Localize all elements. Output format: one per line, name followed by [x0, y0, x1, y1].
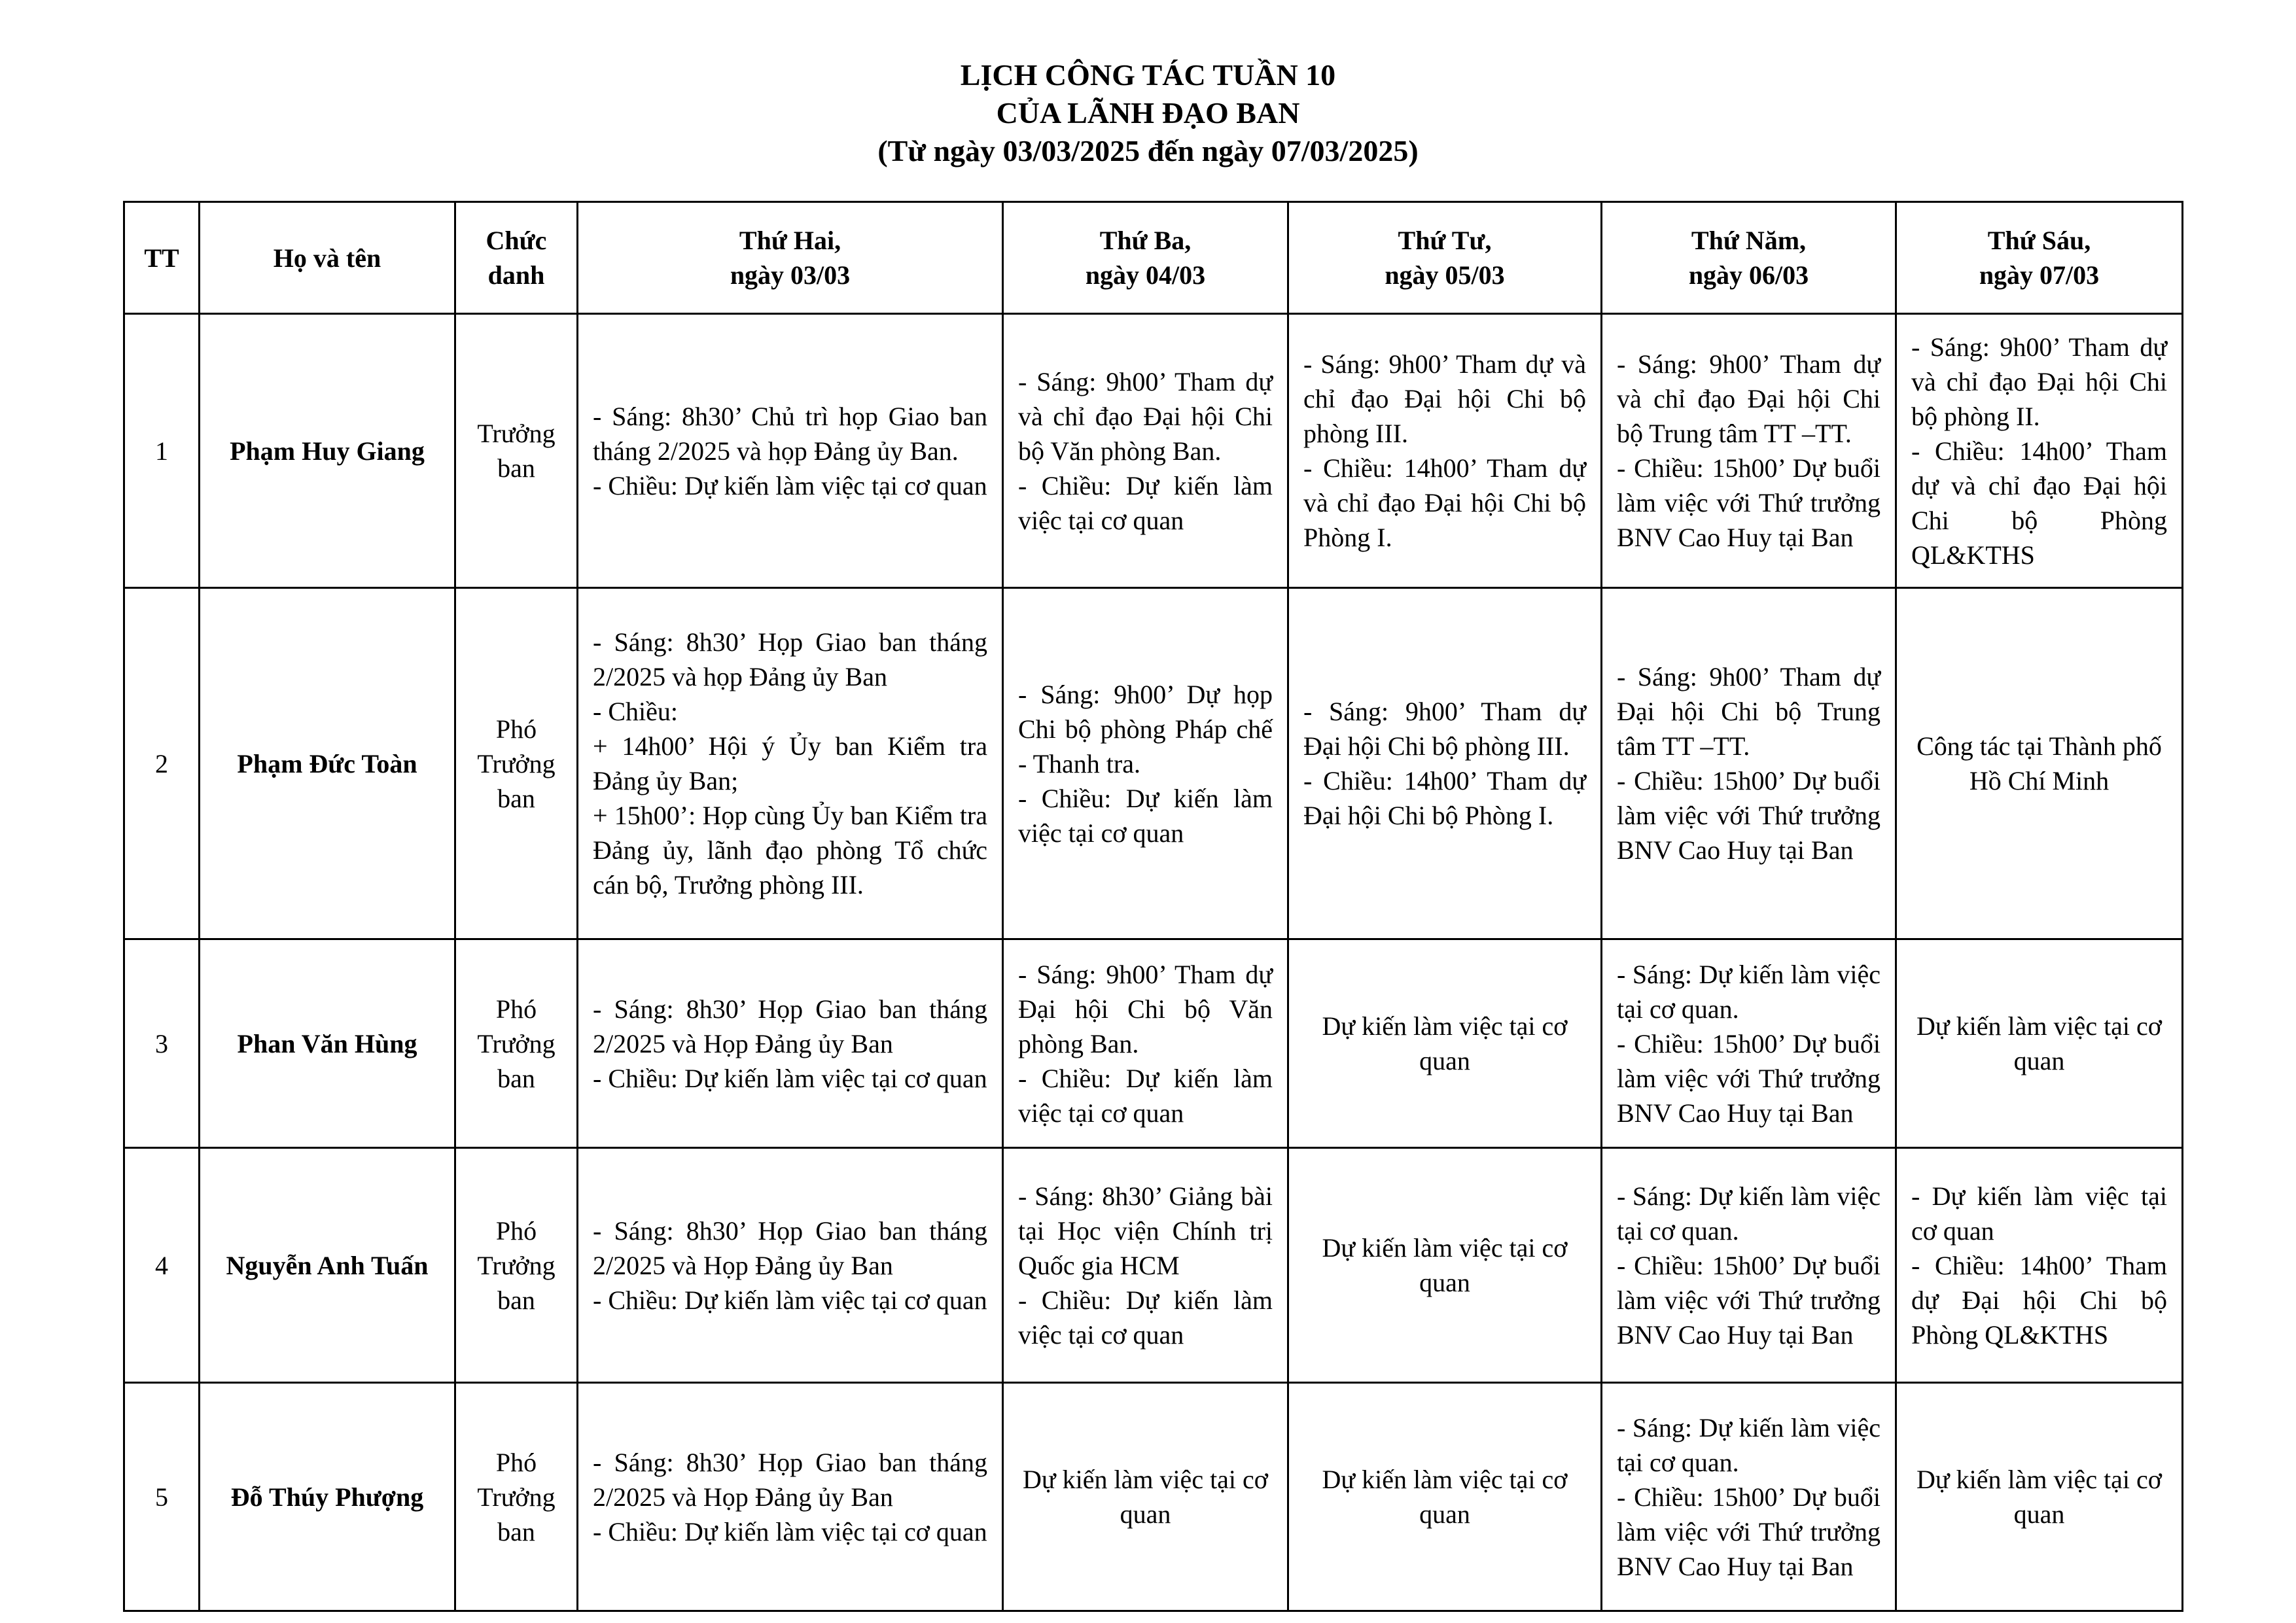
person-name: Đỗ Thúy Phượng	[200, 1383, 455, 1611]
person-role: Phó Trưởng ban	[455, 939, 578, 1148]
schedule-line: - Sáng: 9h00’ Tham dự Đại hội Chi bộ Trung tâm TT –TT.	[1617, 662, 1881, 761]
row-number: 2	[124, 588, 200, 939]
schedule-cell-friday	[1896, 939, 2183, 1148]
row-number: 3	[124, 939, 200, 1148]
schedule-line: - Chiều: 14h00’ Tham dự và chỉ đạo Đại hội Chi bộ Phòng QL&KTHS	[1911, 436, 2167, 570]
schedule-cell-monday	[578, 314, 1003, 588]
col-header-monday	[578, 202, 1003, 314]
schedule-line: Dự kiến làm việc tại cơ quan	[1322, 1011, 1568, 1075]
schedule-cell-thursday	[1602, 939, 1896, 1148]
schedule-table	[123, 201, 2183, 1612]
col-header-role-line1: Chức	[486, 226, 547, 255]
table-row	[124, 1383, 2183, 1611]
schedule-cell-thursday	[1602, 314, 1896, 588]
schedule-line: - Sáng: 8h30’ Họp Giao ban tháng 2/2025 và họp Đảng ủy Ban	[593, 627, 987, 691]
col-header-name: Họ và tên	[200, 202, 455, 314]
schedule-line: - Sáng: Dự kiến làm việc tại cơ quan.	[1617, 1181, 1881, 1246]
schedule-line: - Sáng: 8h30’ Họp Giao ban tháng 2/2025 và Họp Đảng ủy Ban	[593, 994, 987, 1058]
row-number: 1	[124, 314, 200, 588]
schedule-cell-wednesday	[1288, 939, 1602, 1148]
person-role: Phó Trưởng ban	[455, 1383, 578, 1611]
schedule-cell-wednesday	[1288, 588, 1602, 939]
schedule-line: - Chiều: Dự kiến làm việc tại cơ quan	[1018, 1063, 1273, 1128]
person-name: Nguyễn Anh Tuấn	[200, 1148, 455, 1383]
schedule-line: Dự kiến làm việc tại cơ quan	[1322, 1465, 1568, 1529]
schedule-cell-friday	[1896, 1148, 2183, 1383]
schedule-line: - Sáng: 9h00’ Tham dự Đại hội Chi bộ phòng III.	[1303, 697, 1586, 761]
table-row	[124, 314, 2183, 588]
schedule-line: - Chiều: Dự kiến làm việc tại cơ quan	[593, 1516, 987, 1546]
col-header-wednesday	[1288, 202, 1602, 314]
day-date: ngày 06/03	[1688, 260, 1809, 290]
day-name: Thứ Tư,	[1398, 226, 1492, 255]
col-header-role-line2: danh	[487, 260, 545, 290]
schedule-line: - Chiều: Dự kiến làm việc tại cơ quan	[1018, 1285, 1273, 1350]
day-date: ngày 04/03	[1085, 260, 1206, 290]
person-name: Phạm Đức Toàn	[200, 588, 455, 939]
schedule-line: - Sáng: 8h30’ Họp Giao ban tháng 2/2025 và Họp Đảng ủy Ban	[593, 1215, 987, 1280]
schedule-line: - Chiều: 14h00’ Tham dự Đại hội Chi bộ Phòng QL&KTHS	[1911, 1250, 2167, 1350]
document-title	[0, 56, 2296, 170]
schedule-line: - Sáng: 9h00’ Tham dự Đại hội Chi bộ Văn phòng Ban.	[1018, 959, 1273, 1058]
schedule-line: + 15h00’: Họp cùng Ủy ban Kiểm tra Đảng ủy, lãnh đạo phòng Tổ chức cán bộ, Trưởng phòng III.	[593, 801, 987, 899]
schedule-line: - Chiều: Dự kiến làm việc tại cơ quan	[1018, 783, 1273, 848]
schedule-cell-friday	[1896, 1383, 2183, 1611]
schedule-line: - Sáng: Dự kiến làm việc tại cơ quan.	[1617, 959, 1881, 1024]
schedule-line: - Chiều: 15h00’ Dự buổi làm việc với Thứ trưởng BNV Cao Huy tại Ban	[1617, 766, 1881, 865]
header-row	[124, 202, 2183, 314]
schedule-line: - Sáng: 9h00’ Tham dự và chỉ đạo Đại hội Chi bộ phòng III.	[1303, 349, 1586, 448]
table-row	[124, 939, 2183, 1148]
date-range: (Từ ngày 03/03/2025 đến ngày 07/03/2025)	[877, 134, 1419, 167]
row-number: 4	[124, 1148, 200, 1383]
schedule-line: - Chiều: 15h00’ Dự buổi làm việc với Thứ trưởng BNV Cao Huy tại Ban	[1617, 1482, 1881, 1581]
schedule-line: - Sáng: 9h00’ Dự họp Chi bộ phòng Pháp chế - Thanh tra.	[1018, 679, 1273, 778]
col-header-friday	[1896, 202, 2183, 314]
schedule-cell-monday	[578, 1148, 1003, 1383]
person-name: Phan Văn Hùng	[200, 939, 455, 1148]
person-role: Trưởng ban	[455, 314, 578, 588]
schedule-cell-monday	[578, 588, 1003, 939]
day-date: ngày 05/03	[1385, 260, 1505, 290]
person-name: Phạm Huy Giang	[200, 314, 455, 588]
person-role: Phó Trưởng ban	[455, 588, 578, 939]
schedule-line: - Sáng: 8h30’ Giảng bài tại Học viện Chính trị Quốc gia HCM	[1018, 1181, 1273, 1280]
schedule-line: Dự kiến làm việc tại cơ quan	[1916, 1011, 2162, 1075]
schedule-cell-wednesday	[1288, 1383, 1602, 1611]
day-name: Thứ Hai,	[739, 226, 841, 255]
col-header-tuesday	[1003, 202, 1288, 314]
schedule-line: - Chiều:	[593, 697, 678, 726]
schedule-line: - Sáng: 8h30’ Chủ trì họp Giao ban tháng 2/2025 và họp Đảng ủy Ban.	[593, 401, 987, 466]
schedule-cell-tuesday	[1003, 1383, 1288, 1611]
schedule-line: - Chiều: Dự kiến làm việc tại cơ quan	[593, 470, 987, 500]
person-role: Phó Trưởng ban	[455, 1148, 578, 1383]
row-number: 5	[124, 1383, 200, 1611]
day-name: Thứ Ba,	[1099, 226, 1192, 255]
schedule-line: - Chiều: 15h00’ Dự buổi làm việc với Thứ trưởng BNV Cao Huy tại Ban	[1617, 453, 1881, 552]
schedule-line: - Sáng: 9h00’ Tham dự và chỉ đạo Đại hội Chi bộ Văn phòng Ban.	[1018, 366, 1273, 466]
schedule-cell-tuesday	[1003, 588, 1288, 939]
schedule-line: Dự kiến làm việc tại cơ quan	[1023, 1465, 1268, 1529]
schedule-line: - Sáng: 9h00’ Tham dự và chỉ đạo Đại hội Chi bộ phòng II.	[1911, 332, 2167, 431]
title-line-2: CỦA LÃNH ĐẠO BAN	[996, 96, 1300, 130]
schedule-cell-thursday	[1602, 1383, 1896, 1611]
schedule-line: - Dự kiến làm việc tại cơ quan	[1911, 1181, 2167, 1246]
day-name: Thứ Sáu,	[1987, 226, 2091, 255]
schedule-line: - Chiều: 14h00’ Tham dự Đại hội Chi bộ Phòng I.	[1303, 766, 1586, 830]
schedule-cell-thursday	[1602, 588, 1896, 939]
schedule-cell-tuesday	[1003, 1148, 1288, 1383]
day-date: ngày 07/03	[1979, 260, 2100, 290]
table-row	[124, 588, 2183, 939]
schedule-cell-wednesday	[1288, 1148, 1602, 1383]
col-header-role	[455, 202, 578, 314]
schedule-line: - Sáng: 8h30’ Họp Giao ban tháng 2/2025 và Họp Đảng ủy Ban	[593, 1447, 987, 1512]
schedule-line: - Chiều: Dự kiến làm việc tại cơ quan	[1018, 470, 1273, 535]
schedule-cell-tuesday	[1003, 939, 1288, 1148]
schedule-line: - Chiều: 15h00’ Dự buổi làm việc với Thứ trưởng BNV Cao Huy tại Ban	[1617, 1028, 1881, 1128]
schedule-cell-friday	[1896, 588, 2183, 939]
schedule-line: Dự kiến làm việc tại cơ quan	[1916, 1465, 2162, 1529]
title-line-1: LỊCH CÔNG TÁC TUẦN 10	[960, 58, 1336, 92]
schedule-cell-monday	[578, 939, 1003, 1148]
col-header-thursday	[1602, 202, 1896, 314]
schedule-line: - Chiều: 15h00’ Dự buổi làm việc với Thứ trưởng BNV Cao Huy tại Ban	[1617, 1250, 1881, 1350]
day-name: Thứ Năm,	[1691, 226, 1807, 255]
schedule-line: - Chiều: 14h00’ Tham dự và chỉ đạo Đại hội Chi bộ Phòng I.	[1303, 453, 1586, 552]
table-row	[124, 1148, 2183, 1383]
schedule-line: + 14h00’ Hội ý Ủy ban Kiểm tra Đảng ủy Ban;	[593, 731, 987, 795]
schedule-cell-monday	[578, 1383, 1003, 1611]
schedule-cell-wednesday	[1288, 314, 1602, 588]
schedule-cell-thursday	[1602, 1148, 1896, 1383]
schedule-line: - Sáng: Dự kiến làm việc tại cơ quan.	[1617, 1412, 1881, 1477]
schedule-cell-tuesday	[1003, 314, 1288, 588]
schedule-line: - Chiều: Dự kiến làm việc tại cơ quan	[593, 1063, 987, 1093]
schedule-line: - Chiều: Dự kiến làm việc tại cơ quan	[593, 1285, 987, 1315]
col-header-tt: TT	[124, 202, 200, 314]
schedule-cell-friday	[1896, 314, 2183, 588]
day-date: ngày 03/03	[730, 260, 851, 290]
schedule-line: - Sáng: 9h00’ Tham dự và chỉ đạo Đại hội Chi bộ Trung tâm TT –TT.	[1617, 349, 1881, 448]
schedule-line: Dự kiến làm việc tại cơ quan	[1322, 1233, 1568, 1297]
schedule-line: Công tác tại Thành phố Hồ Chí Minh	[1916, 731, 2162, 795]
